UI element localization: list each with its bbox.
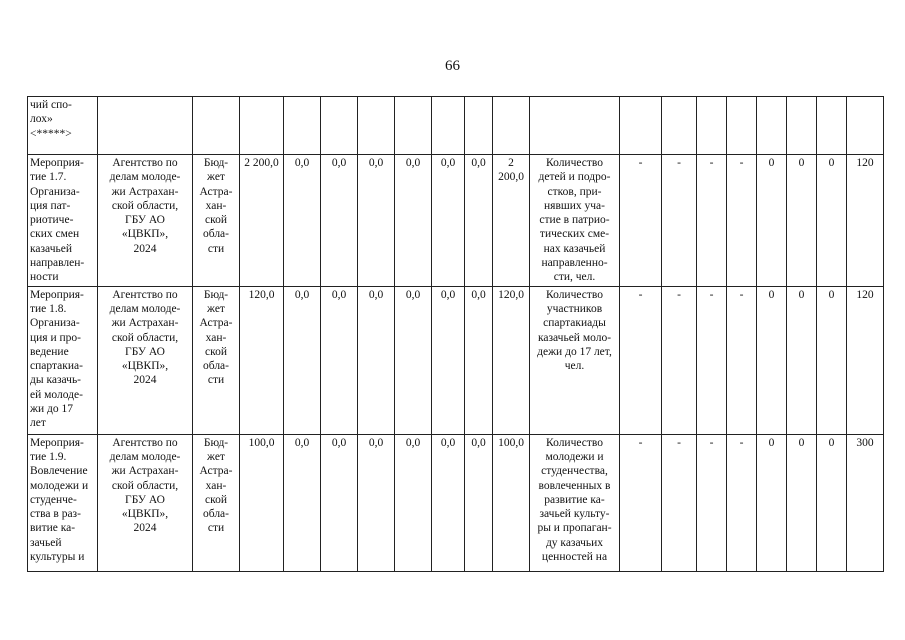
target-value-cell (727, 97, 757, 155)
target-value-cell: 0 (817, 155, 847, 287)
funding-value-cell: 0,0 (321, 155, 358, 287)
target-value-cell: - (662, 434, 697, 571)
funding-value-cell: 100,0 (493, 434, 530, 571)
funding-value-cell: 0,0 (284, 286, 321, 434)
target-value-cell (662, 97, 697, 155)
funding-value-cell (432, 97, 465, 155)
funding-value-cell: 0,0 (465, 155, 493, 287)
target-value-cell: 120 (847, 155, 884, 287)
executor-cell: Агентство по делам молоде- жи Астрахан- ской области, ГБУ АО «ЦВКП», 2024 (98, 155, 193, 287)
table-row (28, 155, 884, 287)
target-value-cell: 0 (787, 286, 817, 434)
target-value-cell: 0 (757, 155, 787, 287)
target-value-cell (817, 97, 847, 155)
funding-value-cell: 0,0 (395, 286, 432, 434)
target-value-cell: 0 (757, 286, 787, 434)
executor-cell: Агентство по делам молоде- жи Астрахан- ской области, ГБУ АО «ЦВКП», 2024 (98, 434, 193, 571)
funding-value-cell: 0,0 (358, 434, 395, 571)
activity-name-cell: Мероприя- тие 1.7. Организа- ция пат- риотиче- ских смен казачьей направлен- ности (28, 155, 98, 287)
funding-value-cell: 0,0 (395, 155, 432, 287)
funding-value-cell: 0,0 (321, 286, 358, 434)
funding-value-cell (240, 97, 284, 155)
target-value-cell: - (727, 155, 757, 287)
target-value-cell: - (620, 434, 662, 571)
funding-value-cell: 0,0 (358, 155, 395, 287)
funding-value-cell: 0,0 (284, 155, 321, 287)
target-value-cell (787, 97, 817, 155)
funding-value-cell (321, 97, 358, 155)
table-row (28, 97, 884, 155)
funding-value-cell: 0,0 (395, 434, 432, 571)
indicator-cell: Количество участников спартакиады казачьей моло- дежи до 17 лет, чел. (530, 286, 620, 434)
target-value-cell: 0 (787, 434, 817, 571)
target-value-cell (847, 97, 884, 155)
funding-value-cell: 0,0 (284, 434, 321, 571)
target-value-cell: 300 (847, 434, 884, 571)
indicator-cell (530, 97, 620, 155)
target-value-cell: - (697, 434, 727, 571)
funding-source-cell: Бюд- жет Астра- хан- ской обла- сти (193, 286, 240, 434)
funding-value-cell: 2 200,0 (493, 155, 530, 287)
indicator-cell: Количество молодежи и студенчества, вовлеченных в развитие ка- зачьей культу- ры и пропаган- ду казачьих ценностей на (530, 434, 620, 571)
page-number: 66 (445, 58, 460, 74)
target-value-cell: 120 (847, 286, 884, 434)
indicator-cell: Количество детей и подро- стков, при- нявших уча- стие в патрио- тических сме- нах казачьей направленно- сти, чел. (530, 155, 620, 287)
funding-value-cell: 2 200,0 (240, 155, 284, 287)
funding-value-cell (493, 97, 530, 155)
funding-value-cell: 120,0 (493, 286, 530, 434)
funding-value-cell: 0,0 (321, 434, 358, 571)
target-value-cell: 0 (757, 434, 787, 571)
funding-value-cell: 0,0 (432, 155, 465, 287)
activity-name-cell: Мероприя- тие 1.9. Вовлечение молодежи и студенче- ства в раз- витие ка- зачьей культуры и (28, 434, 98, 571)
target-value-cell (620, 97, 662, 155)
funding-value-cell: 0,0 (432, 286, 465, 434)
funding-value-cell (395, 97, 432, 155)
activity-name-cell: чий спо- лох» <*****> (28, 97, 98, 155)
target-value-cell: 0 (817, 434, 847, 571)
target-value-cell: 0 (817, 286, 847, 434)
target-value-cell: - (620, 286, 662, 434)
funding-source-cell (193, 97, 240, 155)
target-value-cell: 0 (787, 155, 817, 287)
target-value-cell: - (697, 155, 727, 287)
funding-source-cell: Бюд- жет Астра- хан- ской обла- сти (193, 434, 240, 571)
executor-cell (98, 97, 193, 155)
funding-value-cell (284, 97, 321, 155)
funding-value-cell (358, 97, 395, 155)
target-value-cell: - (697, 286, 727, 434)
funding-value-cell: 100,0 (240, 434, 284, 571)
funding-value-cell (465, 97, 493, 155)
table-row (28, 286, 884, 434)
funding-value-cell: 120,0 (240, 286, 284, 434)
target-value-cell (697, 97, 727, 155)
funding-value-cell: 0,0 (465, 286, 493, 434)
funding-value-cell: 0,0 (358, 286, 395, 434)
target-value-cell: - (662, 155, 697, 287)
executor-cell: Агентство по делам молоде- жи Астрахан- ской области, ГБУ АО «ЦВКП», 2024 (98, 286, 193, 434)
target-value-cell: - (727, 286, 757, 434)
funding-source-cell: Бюд- жет Астра- хан- ской обла- сти (193, 155, 240, 287)
funding-value-cell: 0,0 (465, 434, 493, 571)
table-body (28, 97, 884, 572)
program-activities-table (27, 96, 884, 572)
target-value-cell (757, 97, 787, 155)
target-value-cell: - (727, 434, 757, 571)
table-row (28, 434, 884, 571)
funding-value-cell: 0,0 (432, 434, 465, 571)
activity-name-cell: Мероприя- тие 1.8. Организа- ция и про- ведение спартакиа- ды казачь- ей молоде- жи до 17 лет (28, 286, 98, 434)
target-value-cell: - (620, 155, 662, 287)
target-value-cell: - (662, 286, 697, 434)
